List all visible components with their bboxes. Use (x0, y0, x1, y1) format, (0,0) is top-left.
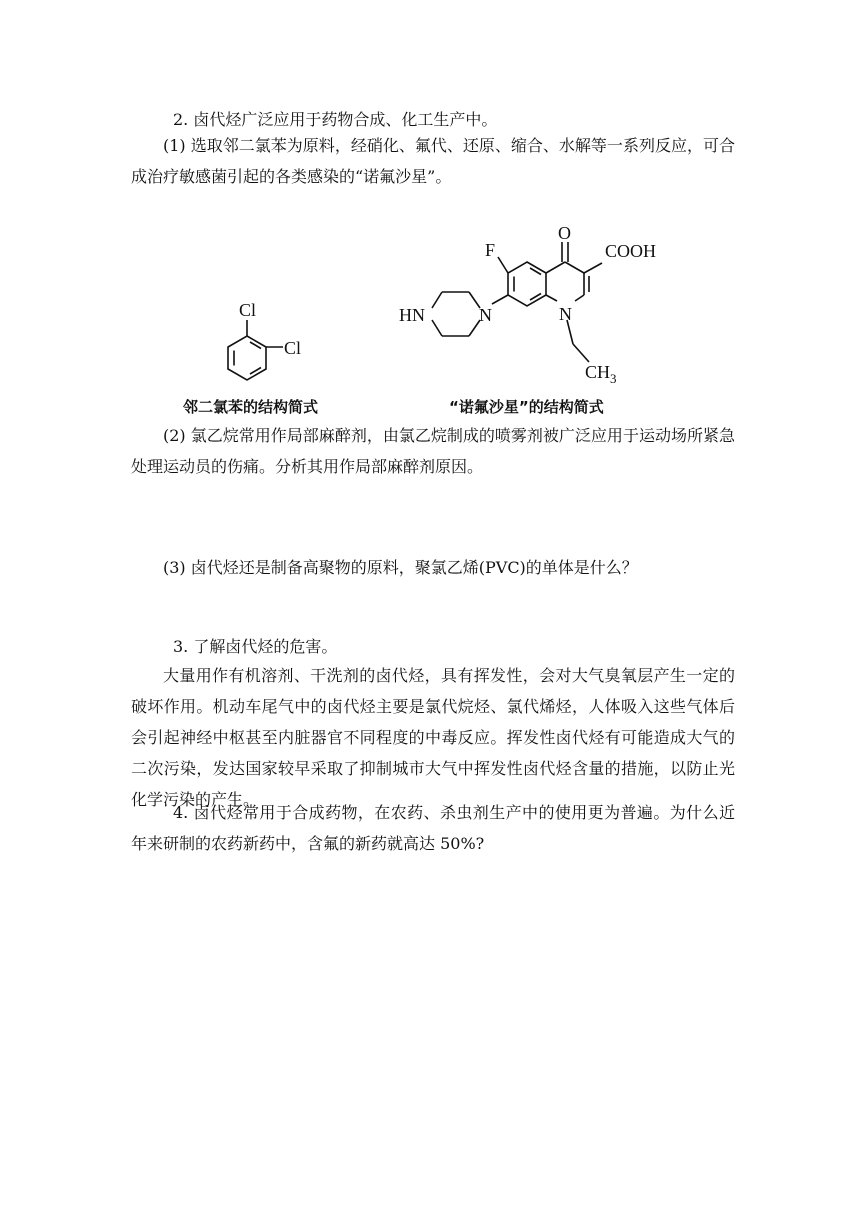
fluorine-atom: F (485, 240, 496, 260)
q4-text: 4. 卤代烃常用于合成药物，在农药、杀虫剂生产中的使用更为普遍。为什么近年来研制的农药新药中，含氟的新药就高达 50%? (131, 803, 735, 853)
hn-group: HN (399, 305, 425, 325)
cl-atom-top: Cl (239, 300, 257, 320)
fig1-caption: 邻二氯苯的结构简式 (183, 398, 319, 416)
oxygen-atom: O (558, 223, 571, 243)
q3-heading: 3. 了解卤代烃的危害。 (173, 637, 338, 656)
norfloxacin-structure (395, 220, 685, 390)
q2-part1: (1) 选取邻二氯苯为原料，经硝化、氟代、还原、缩合、水解等一系列反应，可合成治疗敏感菌引起的各类感染的“诺氟沙星”。 (131, 136, 735, 186)
methyl-subscript: 3 (610, 371, 617, 386)
o-dichlorobenzene-structure (200, 290, 320, 390)
methyl-ch: CH (585, 362, 611, 382)
methyl-group (585, 362, 617, 386)
q3-body: 大量用作有机溶剂、干洗剂的卤代烃，具有挥发性，会对大气臭氧层产生一定的破坏作用。机动车尾气中的卤代烃主要是氯代烷烃、氯代烯烃，人体吸入这些气体后会引起神经中枢甚至内脏器官不同程度的中毒反应。挥发性卤代烃有可能造成大气的二次污染，发达国家较早采取了抑制城市大气中挥发性卤代烃含量的措施，以防止光化学污染的产生。 (131, 666, 735, 809)
cl-atom-right: Cl (284, 338, 302, 358)
piperazine-n-atom: N (479, 305, 492, 325)
q2-part2: (2) 氯乙烷常用作局部麻醉剂，由氯乙烷制成的喷雾剂被广泛应用于运动场所紧急处理运动员的伤痛。分析其用作局部麻醉剂原因。 (131, 426, 735, 476)
fig2-caption: “诺氟沙星”的结构简式 (449, 398, 604, 416)
ring-n-atom: N (559, 304, 572, 324)
q2-heading: 2. 卤代烃广泛应用于药物合成、化工生产中。 (173, 110, 498, 129)
q2-part3: (3) 卤代烃还是制备高聚物的原料，聚氯乙烯(PVC)的单体是什么？ (163, 558, 638, 577)
cooh-group: COOH (605, 241, 657, 261)
